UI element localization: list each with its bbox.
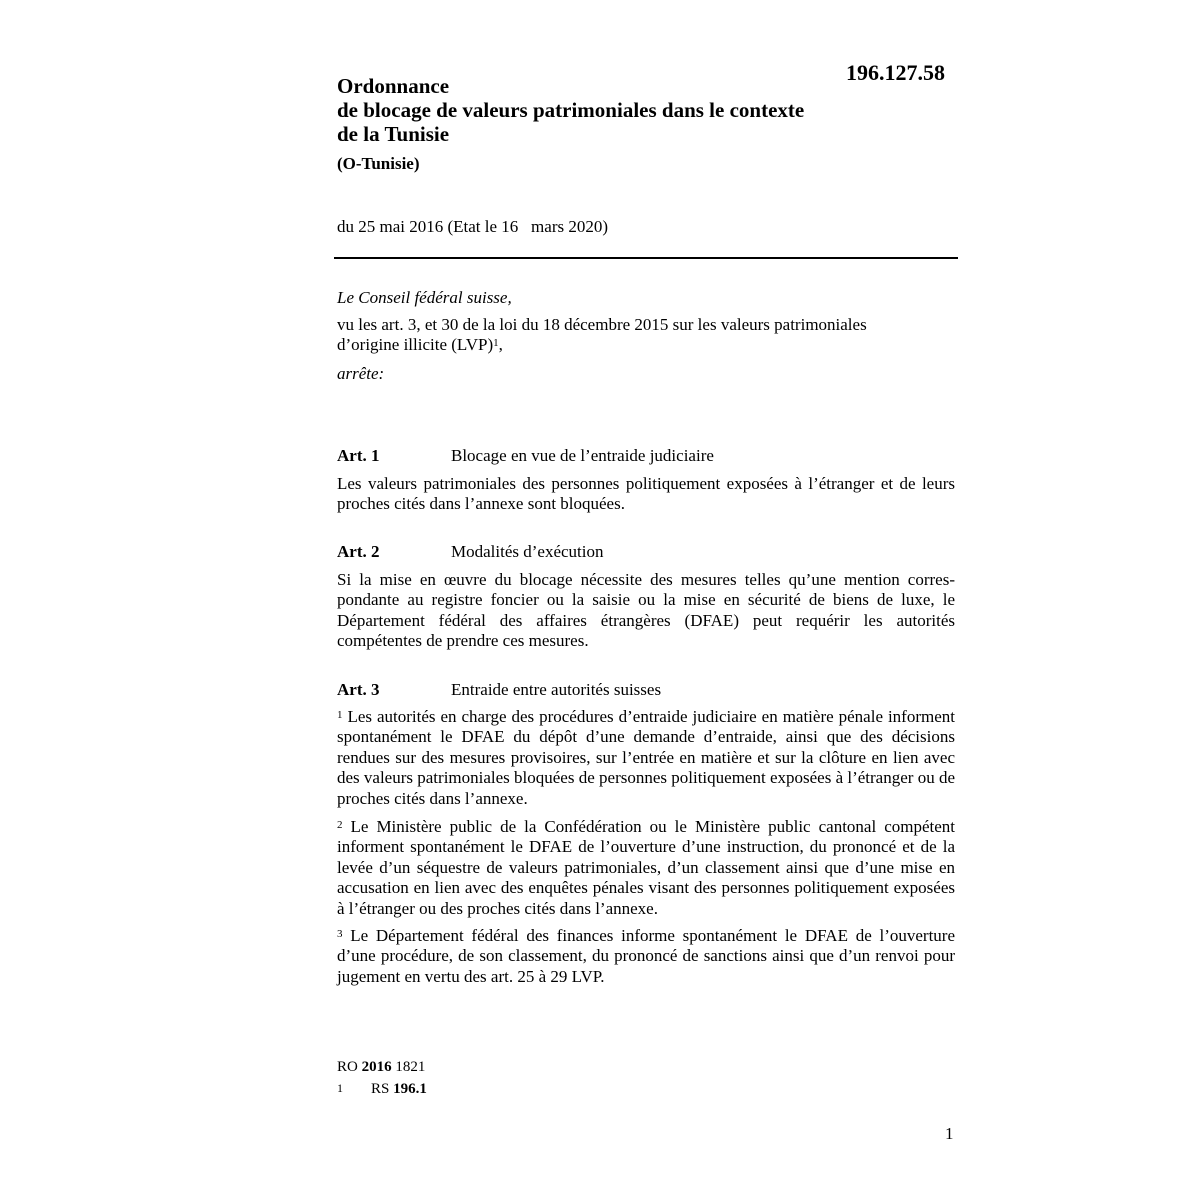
preamble-basis-line: vu les art. 3, et 30 de la loi du 18 décembre 2015 sur les valeurs patrimoniales	[337, 315, 867, 334]
footnote-mark: 1	[337, 1081, 343, 1095]
ro-prefix: RO	[337, 1059, 362, 1075]
article-title: Entraide entre autorités suisses	[451, 680, 662, 699]
preamble-authority: Le Conseil fédéral suisse,	[337, 288, 512, 307]
official-compilation-reference	[337, 1059, 425, 1076]
ro-page: 1821	[391, 1059, 426, 1075]
article-3-paragraph-3	[337, 926, 955, 987]
title-line: de blocage de valeurs patrimoniales dans le contexte	[337, 98, 805, 122]
article-number: Art. 1	[337, 446, 380, 465]
paragraph-number: 1	[337, 709, 343, 721]
paragraph-text: Les valeurs patrimoniales des personnes politiquement exposées à l’étranger et de leurs proches cités dans l’annexe sont bloquées.	[337, 474, 955, 514]
article-1-heading	[337, 446, 714, 466]
title-line: Ordonnance	[337, 74, 450, 98]
systematic-number: 196.127.58	[846, 60, 945, 85]
article-2-paragraph	[337, 570, 955, 652]
article-number: Art. 2	[337, 542, 380, 561]
paragraph-number: 3	[337, 928, 343, 940]
date-line: du 25 mai 2016 (Etat le 16 mars 2020)	[337, 217, 609, 236]
rs-number: 196.1	[393, 1081, 427, 1097]
paragraph-text: Le Département fédéral des finances informe spontanément le DFAE de l’ouverture d’une procédure, de son classement, du prononcé de sanctions ainsi que d’un renvoi pour jugement en vertu des art. 25 à 29 LVP.	[337, 926, 955, 986]
article-title: Modalités d’exécution	[451, 542, 604, 561]
paragraph-number: 2	[337, 819, 343, 831]
paragraph-text: Le Ministère public de la Confédération ou le Ministère public cantonal compétent informent spontanément le DFAE de l’ouverture d’une instruction, du prononcé et de la levée d’un séquestre de valeurs patrimoniales, d’un classement ainsi que d’une mise en accusation en lien avec des enquêtes pénales visant des personnes politiquement exposées à l’étranger ou des proches cités dans l’annexe.	[337, 817, 955, 918]
short-title: (O-Tunisie)	[337, 154, 420, 173]
preamble-decree: arrête:	[337, 364, 385, 383]
article-title: Blocage en vue de l’entraide judiciaire	[451, 446, 714, 465]
footnote-1	[337, 1081, 427, 1098]
page-number: 1	[945, 1124, 954, 1143]
preamble-basis-text: d’origine illicite (LVP)	[337, 335, 494, 354]
preamble-basis	[337, 315, 957, 355]
header-divider	[334, 257, 958, 259]
preamble-basis-end: ,	[498, 335, 503, 354]
article-number: Art. 3	[337, 680, 380, 699]
preamble-basis-line	[337, 335, 957, 355]
rs-prefix: RS	[371, 1081, 394, 1097]
paragraph-text: Si la mise en œuvre du blocage nécessite des mesures telles qu’une mention correspondante au registre foncier ou la saisie ou la mise en sécurité de biens de luxe, le Département fédéral des affaires étrangères (DFAE) peut requérir les autorités compétentes de prendre ces mesures.	[337, 570, 955, 651]
paragraph-text: Les autorités en charge des procédures d’entraide judiciaire en matière pénale informent spontanément le DFAE du dépôt d’une demande d’entraide, ainsi que des décisions rendues sur des mesures provisoires, sur l’entrée en matière et sur la clôture en lien avec des valeurs patrimoniales bloquées de personnes politiquement exposées à l’étranger ou de proches cités dans l’annexe.	[337, 707, 955, 808]
article-3-paragraph-1	[337, 707, 955, 809]
ordinance-title	[337, 74, 937, 146]
article-2-heading	[337, 542, 604, 562]
footnote-reference[interactable]: 1	[493, 337, 499, 349]
article-3-heading	[337, 680, 661, 700]
article-3-paragraph-2	[337, 817, 955, 919]
title-line: de la Tunisie	[337, 122, 450, 146]
article-1-paragraph	[337, 474, 955, 515]
ro-year: 2016	[361, 1059, 392, 1075]
